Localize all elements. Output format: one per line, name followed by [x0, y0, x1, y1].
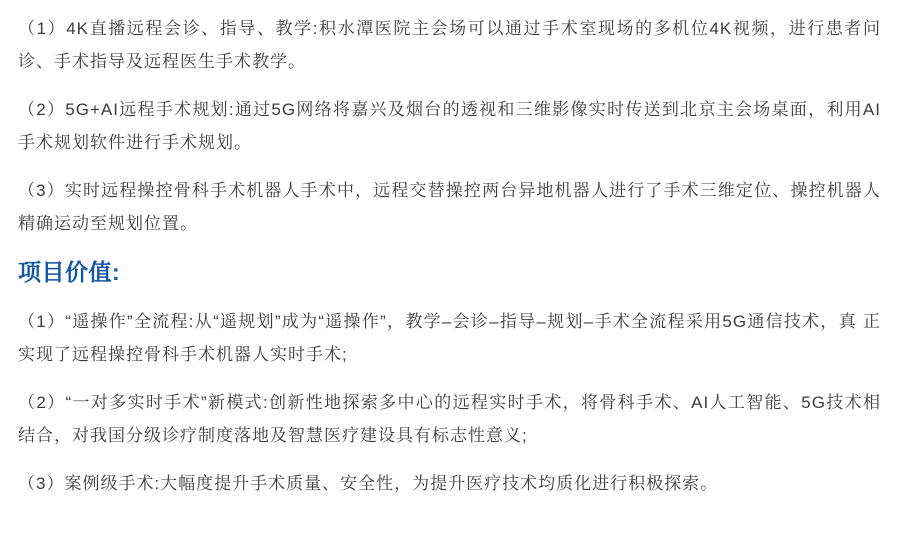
value-paragraph-2: （2）“一对多实时手术”新模式:创新性地探索多中心的远程实时手术，将骨科手术、AI人工智能、5G技术相 结合，对我国分级诊疗制度落地及智慧医疗建设具有标志性意义;	[18, 393, 881, 445]
section-heading-project-value: 项目价值:	[18, 259, 121, 285]
intro-paragraph-3: （3）实时远程操控骨科手术机器人手术中，远程交替操控两台异地机器人进行了手术三维定位、操控机器人精确运动至规划位置。	[18, 181, 881, 233]
value-paragraph-1: （1）“遥操作”全流程:从“遥规划”成为“遥操作”，教学–会诊–指导–规划–手术全流程采用5G通信技术，真 正实现了远程操控骨科手术机器人实时手术;	[18, 312, 881, 364]
intro-paragraph-2: （2）5G+AI远程手术规划:通过5G网络将嘉兴及烟台的透视和三维影像实时传送到北京主会场桌面，利用AI手术规划软件进行手术规划。	[18, 100, 881, 152]
value-paragraph-3: （3）案例级手术:大幅度提升手术质量、安全性，为提升医疗技术均质化进行积极探索。	[18, 474, 719, 493]
intro-paragraph-1: （1）4K直播远程会诊、指导、教学:积水潭医院主会场可以通过手术室现场的多机位4K视频，进行患者问诊、手术指导及远程医生手术教学。	[18, 19, 881, 71]
